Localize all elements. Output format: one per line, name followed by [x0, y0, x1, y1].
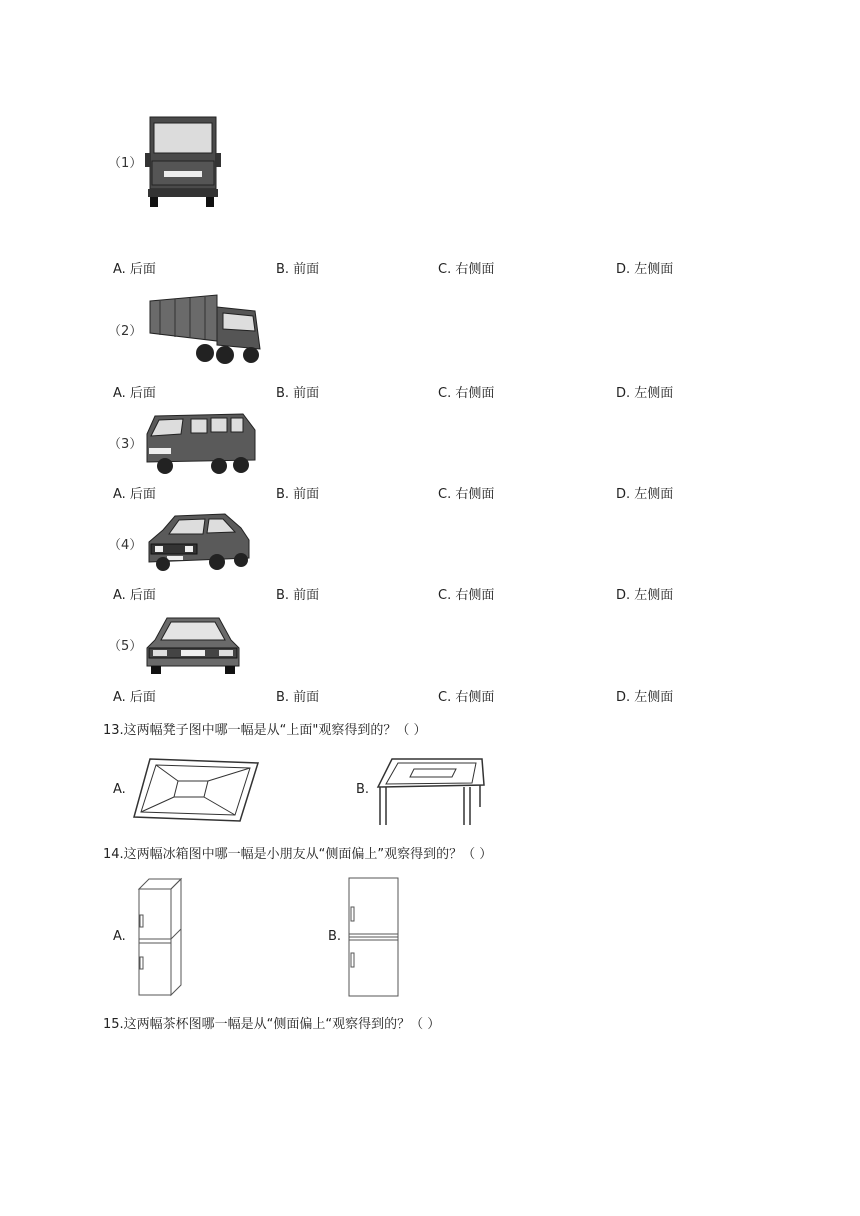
fridge-angled-view-image	[135, 877, 187, 997]
car-rear-image	[143, 614, 243, 676]
option-d[interactable]: D. 左侧面	[616, 588, 674, 603]
option-b[interactable]: B. 前面	[276, 690, 320, 705]
option-c[interactable]: C. 右侧面	[438, 262, 495, 277]
option-b-label[interactable]: B.	[356, 782, 370, 797]
option-a-label[interactable]: A.	[113, 782, 126, 797]
option-a[interactable]: A. 后面	[113, 262, 156, 277]
item-number-5: （5）	[108, 639, 143, 654]
truck-side-image	[145, 293, 265, 368]
option-c[interactable]: C. 右侧面	[438, 487, 495, 502]
question-14: 14.这两幅冰箱图中哪一幅是小朋友从“侧面偏上”观察得到的？（ ）	[103, 847, 493, 862]
fridge-front-view-image	[347, 877, 401, 997]
option-c[interactable]: C. 右侧面	[438, 386, 495, 401]
option-b[interactable]: B. 前面	[276, 386, 320, 401]
option-d[interactable]: D. 左侧面	[616, 487, 674, 502]
option-b-label[interactable]: B.	[328, 929, 342, 944]
option-d[interactable]: D. 左侧面	[616, 386, 674, 401]
question-15: 15.这两幅茶杯图哪一幅是从“侧面偏上“观察得到的？（ ）	[103, 1017, 441, 1032]
truck-front-image	[140, 115, 225, 210]
option-a[interactable]: A. 后面	[113, 487, 156, 502]
option-a[interactable]: A. 后面	[113, 588, 156, 603]
stool-side-view-image	[372, 757, 487, 827]
option-a-label[interactable]: A.	[113, 929, 126, 944]
option-b[interactable]: B. 前面	[276, 588, 320, 603]
item-number-3: （3）	[108, 437, 143, 452]
option-a[interactable]: A. 后面	[113, 386, 156, 401]
item-number-2: （2）	[108, 324, 143, 339]
option-d[interactable]: D. 左侧面	[616, 262, 674, 277]
question-13: 13.这两幅凳子图中哪一幅是从“上面"观察得到的？（ ）	[103, 723, 427, 738]
option-c[interactable]: C. 右侧面	[438, 690, 495, 705]
item-number-4: （4）	[108, 538, 143, 553]
option-b[interactable]: B. 前面	[276, 262, 320, 277]
option-d[interactable]: D. 左侧面	[616, 690, 674, 705]
van-image	[143, 410, 258, 475]
car-front-image	[145, 512, 255, 574]
option-a[interactable]: A. 后面	[113, 690, 156, 705]
stool-top-view-image	[132, 757, 260, 823]
option-c[interactable]: C. 右侧面	[438, 588, 495, 603]
item-number-1: （1）	[108, 156, 143, 171]
option-b[interactable]: B. 前面	[276, 487, 320, 502]
